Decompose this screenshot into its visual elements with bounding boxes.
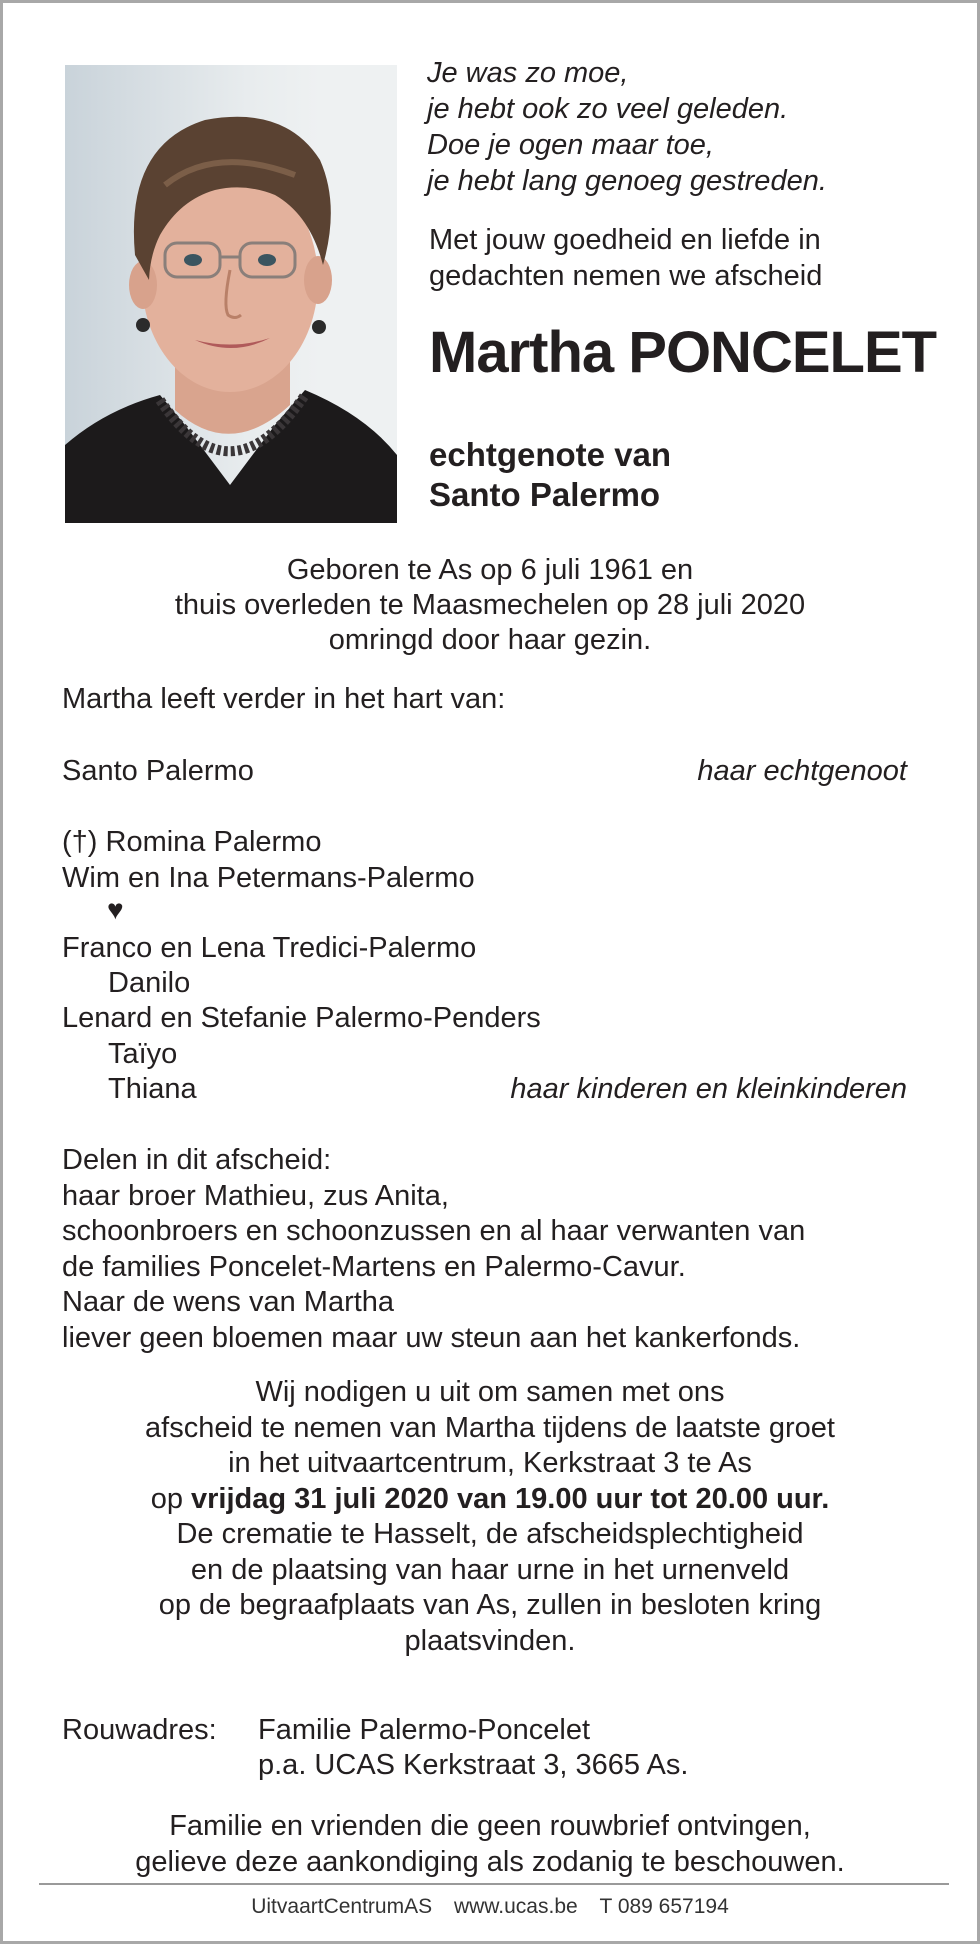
heart-icon: ♥ <box>107 894 124 925</box>
grandchild-name: Thiana <box>108 1073 197 1105</box>
born-line: omringd door haar gezin. <box>328 624 652 656</box>
address-line: p.a. UCAS Kerkstraat 3, 3665 As. <box>258 1749 689 1781</box>
sharing-line: haar broer Mathieu, zus Anita, <box>62 1179 449 1212</box>
footer-company: UitvaartCentrumAS <box>251 1895 433 1918</box>
address-label: Rouwadres: <box>62 1714 217 1746</box>
sharing-paragraph <box>62 1143 805 1356</box>
invite-line: Wij nodigen u uit om samen met ons <box>255 1376 725 1408</box>
husband-name: Santo Palermo <box>62 755 254 787</box>
invitation-paragraph <box>3 1375 977 1659</box>
footer-phone: T 089 657194 <box>599 1895 729 1918</box>
spouse-line: echtgenote van <box>429 436 672 473</box>
farewell-tagline <box>429 222 822 294</box>
family-line: Franco en Lena Tredici-Palermo <box>62 932 477 964</box>
poem-line: Doe je ogen maar toe, <box>427 129 714 161</box>
invite-line: op de begraafplaats van As, zullen in besloten kring <box>158 1589 822 1621</box>
sharing-line: Naar de wens van Martha <box>62 1286 395 1318</box>
spouse-line: Santo Palermo <box>429 476 661 513</box>
family-line: (†) Romina Palermo <box>62 826 322 858</box>
portrait-photo <box>65 65 397 523</box>
invite-line: plaatsvinden. <box>404 1624 576 1657</box>
invite-line: De crematie te Hasselt, de afscheidsplechtigheid <box>176 1518 804 1550</box>
invite-line: en de plaatsing van haar urne in het urnenveld <box>190 1553 790 1586</box>
closing-line: gelieve deze aankondiging als zodanig te beschouwen. <box>135 1845 845 1878</box>
tagline-line: gedachten nemen we afscheid <box>429 260 823 292</box>
invite-date: vrijdag 31 juli 2020 van 19.00 uur tot 20.00 uur. <box>191 1482 830 1515</box>
grandchild-name: Danilo <box>108 967 191 999</box>
poem <box>427 55 827 199</box>
footer-website[interactable]: www.ucas.be <box>453 1895 578 1918</box>
sharing-line: de families Poncelet-Martens en Palermo-Cavur. <box>62 1250 686 1283</box>
husband-role: haar echtgenoot <box>697 755 907 787</box>
poem-line: je hebt ook zo veel geleden. <box>427 93 789 125</box>
sharing-line: Delen in dit afscheid: <box>62 1144 332 1176</box>
spouse-info <box>429 435 671 515</box>
address-line: Familie Palermo-Poncelet <box>258 1714 591 1746</box>
birth-death-info <box>3 553 977 658</box>
family-line: Wim en Ina Petermans-Palermo <box>62 861 475 894</box>
grandchild-name: Taïyo <box>108 1038 178 1070</box>
closing-note <box>3 1809 977 1880</box>
children-list <box>62 825 475 896</box>
footer <box>3 1893 977 1921</box>
invite-line <box>3 1482 977 1518</box>
sharing-line: liever geen bloemen maar uw steun aan het kankerfonds. <box>62 1321 801 1354</box>
tagline-line: Met jouw goedheid en liefde in <box>429 224 821 256</box>
footer-divider <box>39 1883 949 1885</box>
invite-line: in het uitvaartcentrum, Kerkstraat 3 te As <box>228 1447 752 1479</box>
invite-date-prefix: op <box>150 1482 192 1515</box>
invite-line: afscheid te nemen van Martha tijdens de laatste groet <box>145 1411 835 1444</box>
born-line: thuis overleden te Maasmechelen op 28 juli 2020 <box>174 589 806 621</box>
born-line: Geboren te As op 6 juli 1961 en <box>286 554 694 586</box>
sharing-line: schoonbroers en schoonzussen en al haar verwanten van <box>62 1215 806 1247</box>
poem-line: je hebt lang genoeg gestreden. <box>427 165 827 197</box>
children-role: haar kinderen en kleinkinderen <box>510 1073 907 1105</box>
family-line: Lenard en Stefanie Palermo-Penders <box>62 1002 541 1034</box>
deceased-name: Martha PONCELET <box>429 320 937 385</box>
closing-line: Familie en vrienden die geen rouwbrief ontvingen, <box>169 1810 811 1842</box>
lives-on-heading: Martha leeft verder in het hart van: <box>62 683 506 715</box>
poem-line: Je was zo moe, <box>427 57 629 89</box>
